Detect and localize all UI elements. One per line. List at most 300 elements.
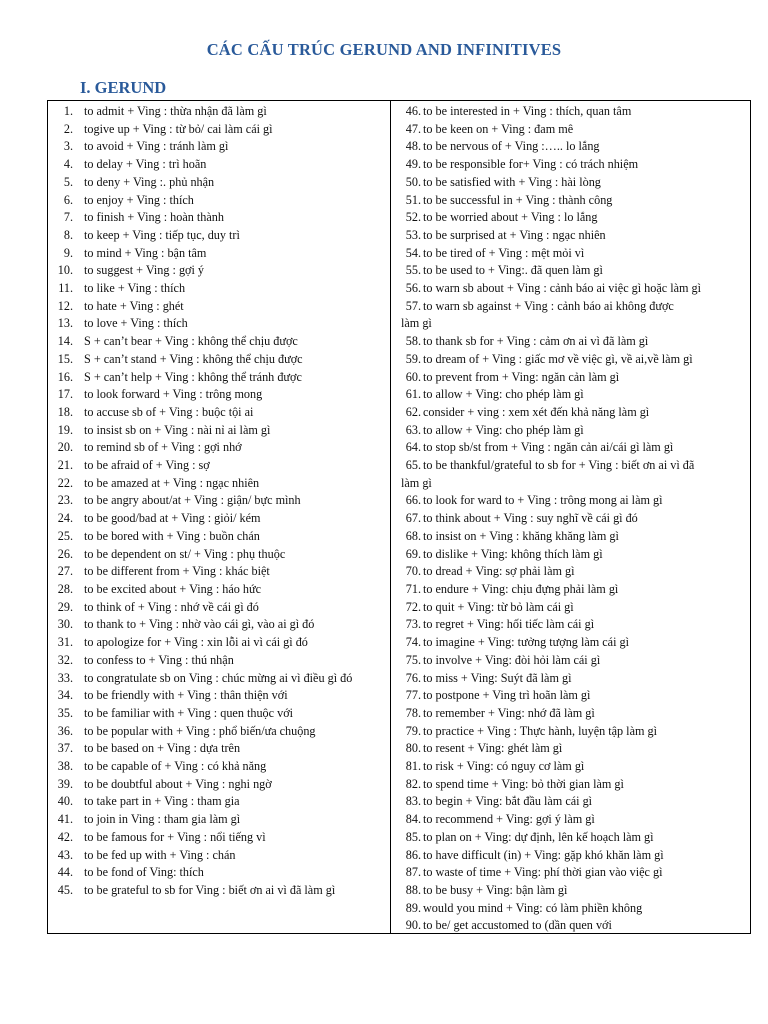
- list-item: [393, 599, 749, 617]
- item-text-line: to dread + Ving: sợ phải làm gì: [423, 564, 575, 579]
- item-number: 52.: [405, 210, 421, 225]
- list-item: [48, 829, 386, 847]
- item-number: 88.: [405, 882, 421, 897]
- list-item: [48, 634, 386, 652]
- item-number: 64.: [405, 440, 421, 455]
- item-text: [423, 103, 745, 121]
- item-text-line: to thank to + Ving : nhờ vào cái gì, vào ai gì đó: [84, 617, 315, 632]
- item-text-line: to accuse sb of + Ving : buộc tội ai: [84, 404, 254, 419]
- item-text-line: to be based on + Ving : dựa trên: [84, 741, 241, 756]
- list-item: [393, 227, 749, 245]
- list-item: [393, 546, 749, 564]
- item-number: 69.: [405, 546, 421, 561]
- item-number: 66.: [405, 493, 421, 508]
- item-number: 7.: [63, 210, 73, 225]
- item-text: [423, 829, 745, 847]
- item-text-line: to look for ward to + Ving : trông mong ai làm gì: [423, 493, 663, 508]
- item-text-line: to endure + Ving: chịu đựng phải làm gì: [423, 581, 619, 596]
- list-item: [393, 705, 749, 723]
- section-heading: I. GERUND: [80, 78, 167, 97]
- item-text: [423, 740, 745, 758]
- list-item: [48, 422, 386, 440]
- item-text: [84, 262, 378, 280]
- item-text-continuation: làm gì: [401, 475, 432, 490]
- item-text-line: to be fed up with + Ving : chán: [84, 847, 236, 862]
- list-item: [393, 262, 749, 280]
- item-text-line: to dream of + Ving : giấc mơ về việc gì, về ai,về làm gì: [423, 351, 693, 366]
- item-text-line: to think of + Ving : nhớ về cái gì đó: [84, 599, 259, 614]
- item-text-line: to be bored with + Ving : buồn chán: [84, 528, 260, 543]
- item-text-line: to think about + Ving : suy nghĩ về cái gì đó: [423, 511, 638, 526]
- list-item: [393, 900, 749, 918]
- item-number: 26.: [57, 546, 73, 561]
- list-item: [393, 740, 749, 758]
- item-text: [423, 900, 745, 918]
- list-item: [48, 227, 386, 245]
- item-text: [84, 599, 378, 617]
- item-text: [84, 245, 378, 263]
- item-number: 54.: [405, 245, 421, 260]
- item-text: [84, 369, 378, 387]
- item-text: [84, 882, 378, 900]
- item-text-line: to dislike + Ving: không thích làm gì: [423, 546, 603, 561]
- list-item: [393, 209, 749, 227]
- item-number: 13.: [57, 316, 73, 331]
- list-item: [393, 404, 749, 422]
- list-item: [393, 616, 749, 634]
- right-column: [393, 103, 749, 935]
- list-item: [393, 864, 749, 882]
- item-text-line: to prevent from + Ving: ngăn cản làm gì: [423, 369, 620, 384]
- item-number: 4.: [63, 157, 73, 172]
- item-text: [423, 776, 745, 794]
- item-number: 15.: [57, 351, 73, 366]
- item-text: [423, 138, 745, 156]
- item-text-line: to be fond of Ving: thích: [84, 865, 204, 880]
- item-text-line: to look forward + Ving : trông mong: [84, 387, 263, 402]
- item-number: 71.: [405, 581, 421, 596]
- list-item: [393, 723, 749, 741]
- item-text-line: togive up + Ving : từ bỏ/ cai làm cái gì: [84, 121, 273, 136]
- item-number: 3.: [63, 139, 73, 154]
- item-number: 72.: [405, 599, 421, 614]
- item-text-line: to be familiar with + Ving : quen thuộc với: [84, 705, 294, 720]
- list-item: [393, 386, 749, 404]
- item-text-line: to begin + Ving: bắt đầu làm cái gì: [423, 794, 593, 809]
- item-text: [423, 864, 745, 882]
- item-number: 53.: [405, 227, 421, 242]
- list-item: [48, 209, 386, 227]
- item-text: [84, 616, 378, 634]
- document-title: CÁC CẤU TRÚC GERUND AND INFINITIVES: [206, 40, 562, 59]
- list-item: [48, 882, 386, 900]
- item-text: [84, 103, 378, 121]
- item-text-line: to apologize for + Ving : xin lỗi ai vì cái gì đó: [84, 635, 308, 650]
- list-item: [393, 492, 749, 510]
- item-text-line: to be friendly with + Ving : thân thiện với: [84, 688, 288, 703]
- item-text: [84, 811, 378, 829]
- item-text: [84, 192, 378, 210]
- item-text-line: to be worried about + Ving : lo lắng: [423, 210, 598, 225]
- item-text: [84, 138, 378, 156]
- item-number: 36.: [57, 723, 73, 738]
- item-text: [423, 121, 745, 139]
- item-number: 22.: [57, 475, 73, 490]
- item-text: [423, 705, 745, 723]
- item-text-line: to be successful in + Ving : thành công: [423, 192, 613, 207]
- item-text: [84, 209, 378, 227]
- item-text-line: to imagine + Ving: tưởng tượng làm cái gì: [423, 635, 630, 650]
- item-text: [84, 705, 378, 723]
- item-text: [423, 192, 745, 210]
- list-item: [48, 192, 386, 210]
- item-text: [84, 156, 378, 174]
- item-text-line: to take part in + Ving : tham gia: [84, 794, 240, 809]
- item-text-line: to be/ get accustomed to (dần quen với: [423, 918, 612, 933]
- item-text-line: to be popular with + Ving : phổ biến/ưa chuộng: [84, 723, 316, 738]
- item-text-line: to suggest + Ving : gợi ý: [84, 263, 205, 278]
- list-item: [48, 439, 386, 457]
- item-text-line: S + can’t bear + Ving : không thể chịu được: [84, 334, 298, 349]
- item-text: [84, 687, 378, 705]
- list-item: [48, 740, 386, 758]
- list-item: [48, 475, 386, 493]
- item-number: 56.: [405, 281, 421, 296]
- item-number: 70.: [405, 564, 421, 579]
- item-text: [84, 723, 378, 741]
- item-number: 1.: [63, 104, 73, 118]
- item-number: 18.: [57, 404, 73, 419]
- item-number: 12.: [57, 298, 73, 313]
- list-item: [48, 864, 386, 882]
- item-text: [423, 687, 745, 705]
- item-number: 81.: [405, 759, 421, 774]
- list-item: [48, 262, 386, 280]
- item-number: 25.: [57, 528, 73, 543]
- item-number: 6.: [63, 192, 73, 207]
- item-number: 50.: [405, 174, 421, 189]
- item-text-line: to quit + Ving: từ bỏ làm cái gì: [423, 599, 574, 614]
- list-item: [48, 652, 386, 670]
- item-number: 23.: [57, 493, 73, 508]
- item-number: 60.: [405, 369, 421, 384]
- list-item: [48, 563, 386, 581]
- item-text: [423, 670, 745, 688]
- list-item: [393, 298, 749, 333]
- list-item: [48, 245, 386, 263]
- item-text-line: to postpone + Ving trì hoãn làm gì: [423, 688, 591, 703]
- item-text-line: consider + ving : xem xét đến khả năng làm gì: [423, 404, 650, 419]
- item-number: 14.: [57, 334, 73, 349]
- item-text: [84, 298, 378, 316]
- item-text-line: to resent + Ving: ghét làm gì: [423, 741, 563, 756]
- list-item: [393, 333, 749, 351]
- list-item: [393, 758, 749, 776]
- item-text-line: to be busy + Ving: bận làm gì: [423, 882, 568, 897]
- item-text-line: to delay + Ving : trì hoãn: [84, 157, 207, 172]
- item-number: 24.: [57, 511, 73, 526]
- item-number: 89.: [405, 900, 421, 915]
- list-item: [393, 793, 749, 811]
- item-text-line: to be responsible for+ Ving : có trách nhiệm: [423, 157, 639, 172]
- item-text-line: to recommend + Ving: gợi ý làm gì: [423, 812, 595, 827]
- item-number: 84.: [405, 812, 421, 827]
- list-item: [48, 351, 386, 369]
- item-text: [84, 740, 378, 758]
- item-text: [423, 209, 745, 227]
- item-text: [84, 422, 378, 440]
- item-text-line: to avoid + Ving : tránh làm gì: [84, 139, 229, 154]
- item-text: [84, 457, 378, 475]
- item-text: [423, 262, 745, 280]
- list-item: [48, 599, 386, 617]
- item-number: 39.: [57, 776, 73, 791]
- item-text-line: to be keen on + Ving : đam mê: [423, 121, 574, 136]
- item-text-line: to insist on + Ving : khăng khăng làm gì: [423, 528, 619, 543]
- item-number: 30.: [57, 617, 73, 632]
- item-number: 75.: [405, 652, 421, 667]
- list-item: [393, 882, 749, 900]
- item-text: [423, 492, 745, 510]
- list-item: [48, 298, 386, 316]
- item-text: [423, 439, 745, 457]
- item-text-line: to be excited about + Ving : háo hức: [84, 581, 262, 596]
- item-text: [423, 528, 745, 546]
- item-text: [84, 333, 378, 351]
- item-number: 9.: [63, 245, 73, 260]
- item-text-line: S + can’t help + Ving : không thể tránh được: [84, 369, 302, 384]
- list-item: [48, 333, 386, 351]
- item-text: [84, 546, 378, 564]
- item-number: 90.: [405, 918, 421, 933]
- item-text: [423, 616, 745, 634]
- list-item: [48, 315, 386, 333]
- item-text-line: to warn sb against + Ving : cảnh báo ai không được: [423, 298, 674, 313]
- item-text-line: to spend time + Ving: bỏ thời gian làm gì: [423, 776, 624, 791]
- item-text-line: to be grateful to sb for Ving : biết ơn ai vì đã làm gì: [84, 882, 336, 897]
- list-item: [48, 386, 386, 404]
- item-number: 19.: [57, 422, 73, 437]
- list-item: [48, 847, 386, 865]
- item-text-line: to miss + Ving: Suýt đã làm gì: [423, 670, 572, 685]
- item-text-line: to allow + Ving: cho phép làm gì: [423, 422, 584, 437]
- item-number: 27.: [57, 564, 73, 579]
- item-text: [423, 917, 745, 935]
- item-number: 83.: [405, 794, 421, 809]
- item-text-line: to keep + Ving : tiếp tục, duy trì: [84, 227, 240, 242]
- item-number: 80.: [405, 741, 421, 756]
- list-item: [48, 670, 386, 688]
- item-text: [84, 174, 378, 192]
- item-text: [84, 280, 378, 298]
- item-text-line: to risk + Ving: có nguy cơ làm gì: [423, 759, 585, 774]
- item-text: [423, 280, 745, 298]
- item-text-line: to deny + Ving :. phủ nhận: [84, 174, 215, 189]
- item-number: 5.: [63, 174, 73, 189]
- item-number: 31.: [57, 635, 73, 650]
- item-text-line: to stop sb/st from + Ving : ngăn cản ai/cái gì làm gì: [423, 440, 674, 455]
- list-item: [48, 687, 386, 705]
- item-text: [423, 245, 745, 263]
- list-item: [393, 138, 749, 156]
- item-text: [423, 723, 745, 741]
- item-number: 46.: [405, 104, 421, 118]
- item-number: 2.: [63, 121, 73, 136]
- item-number: 49.: [405, 157, 421, 172]
- list-item: [393, 652, 749, 670]
- item-number: 41.: [57, 812, 73, 827]
- gerund-table: [47, 100, 751, 934]
- list-item: [393, 369, 749, 387]
- list-item: [48, 280, 386, 298]
- item-number: 57.: [405, 298, 421, 313]
- item-number: 28.: [57, 581, 73, 596]
- item-number: 38.: [57, 759, 73, 774]
- item-number: 62.: [405, 404, 421, 419]
- item-text-line: to remember + Ving: nhớ đã làm gì: [423, 705, 595, 720]
- item-text: [84, 864, 378, 882]
- item-number: 32.: [57, 652, 73, 667]
- list-item: [48, 457, 386, 475]
- item-number: 42.: [57, 829, 73, 844]
- item-number: 29.: [57, 599, 73, 614]
- item-number: 61.: [405, 387, 421, 402]
- item-text: [84, 758, 378, 776]
- item-text: [84, 386, 378, 404]
- item-text: [84, 829, 378, 847]
- item-text: [84, 475, 378, 493]
- item-number: 17.: [57, 387, 73, 402]
- list-item: [48, 369, 386, 387]
- item-number: 82.: [405, 776, 421, 791]
- list-item: [48, 546, 386, 564]
- item-text: [84, 315, 378, 333]
- item-number: 34.: [57, 688, 73, 703]
- item-number: 48.: [405, 139, 421, 154]
- item-number: 8.: [63, 227, 73, 242]
- item-text-continuation: làm gì: [401, 316, 432, 331]
- item-text: [84, 351, 378, 369]
- item-number: 44.: [57, 865, 73, 880]
- item-text: [423, 422, 745, 440]
- list-item: [48, 121, 386, 139]
- item-text: [423, 351, 745, 369]
- list-item: [393, 457, 749, 492]
- list-item: [48, 138, 386, 156]
- list-item: [48, 492, 386, 510]
- list-item: [48, 793, 386, 811]
- item-text: [84, 439, 378, 457]
- item-text-line: to be good/bad at + Ving : giỏi/ kém: [84, 511, 261, 526]
- item-text-line: to be interested in + Ving : thích, quan tâm: [423, 104, 632, 118]
- item-text-line: to congratulate sb on Ving : chúc mừng ai vì điều gì đó: [84, 670, 353, 685]
- item-text-line: to finish + Ving : hoàn thành: [84, 210, 224, 225]
- list-item: [393, 563, 749, 581]
- item-number: 16.: [57, 369, 73, 384]
- item-text: [423, 386, 745, 404]
- item-text: [84, 581, 378, 599]
- item-text-line: to be nervous of + Ving :….. lo lắng: [423, 139, 600, 154]
- item-number: 45.: [57, 882, 73, 897]
- item-text: [423, 546, 745, 564]
- list-item: [393, 847, 749, 865]
- list-item: [48, 723, 386, 741]
- list-item: [393, 510, 749, 528]
- item-number: 55.: [405, 263, 421, 278]
- item-text: [84, 528, 378, 546]
- item-text-line: to involve + Ving: đòi hỏi làm cái gì: [423, 652, 601, 667]
- item-text-line: to mind + Ving : bận tâm: [84, 245, 207, 260]
- list-item: [393, 811, 749, 829]
- item-text-line: to regret + Ving: hối tiếc làm cái gì: [423, 617, 595, 632]
- item-text-line: to plan on + Ving: dự định, lên kế hoạch làm gì: [423, 829, 654, 844]
- item-number: 76.: [405, 670, 421, 685]
- list-item: [48, 616, 386, 634]
- item-number: 21.: [57, 458, 73, 473]
- item-text: [423, 882, 745, 900]
- list-item: [393, 156, 749, 174]
- list-item: [48, 528, 386, 546]
- item-text: [423, 634, 745, 652]
- item-text: [84, 563, 378, 581]
- list-item: [393, 528, 749, 546]
- item-text: [84, 510, 378, 528]
- item-text: [423, 156, 745, 174]
- item-text: [423, 847, 745, 865]
- list-item: [393, 917, 749, 935]
- list-item: [393, 829, 749, 847]
- item-text: [84, 121, 378, 139]
- item-number: 78.: [405, 705, 421, 720]
- list-item: [393, 634, 749, 652]
- item-number: 33.: [57, 670, 73, 685]
- list-item: [48, 705, 386, 723]
- item-text-line: to thank sb for + Ving : cảm ơn ai vì đã làm gì: [423, 334, 649, 349]
- item-text: [84, 793, 378, 811]
- item-text-line: to allow + Ving: cho phép làm gì: [423, 387, 584, 402]
- item-number: 63.: [405, 422, 421, 437]
- item-text: [84, 670, 378, 688]
- list-item: [393, 670, 749, 688]
- item-number: 68.: [405, 528, 421, 543]
- item-text-line: to insist sb on + Ving : nài nỉ ai làm gì: [84, 422, 271, 437]
- item-text-line: to remind sb of + Ving : gợi nhớ: [84, 440, 242, 455]
- item-text: [423, 369, 745, 387]
- item-number: 85.: [405, 829, 421, 844]
- item-text-line: to enjoy + Ving : thích: [84, 192, 194, 207]
- item-text-line: to hate + Ving : ghét: [84, 298, 184, 313]
- list-item: [393, 245, 749, 263]
- item-text: [84, 847, 378, 865]
- list-item: [48, 174, 386, 192]
- item-text-line: to practice + Ving : Thực hành, luyện tập làm gì: [423, 723, 657, 738]
- item-number: 51.: [405, 192, 421, 207]
- item-text: [423, 811, 745, 829]
- item-text-line: to join in Ving : tham gia làm gì: [84, 812, 241, 827]
- list-item: [48, 510, 386, 528]
- item-text-line: to confess to + Ving : thú nhận: [84, 652, 234, 667]
- item-text: [423, 333, 745, 351]
- list-item: [393, 687, 749, 705]
- list-item: [393, 103, 749, 121]
- item-text: [423, 174, 745, 192]
- list-item: [393, 280, 749, 298]
- item-text: [423, 599, 745, 617]
- item-text-line: to be capable of + Ving : có khả năng: [84, 759, 267, 774]
- item-text-line: would you mind + Ving: có làm phiền không: [423, 900, 643, 915]
- item-number: 43.: [57, 847, 73, 862]
- item-text: [84, 634, 378, 652]
